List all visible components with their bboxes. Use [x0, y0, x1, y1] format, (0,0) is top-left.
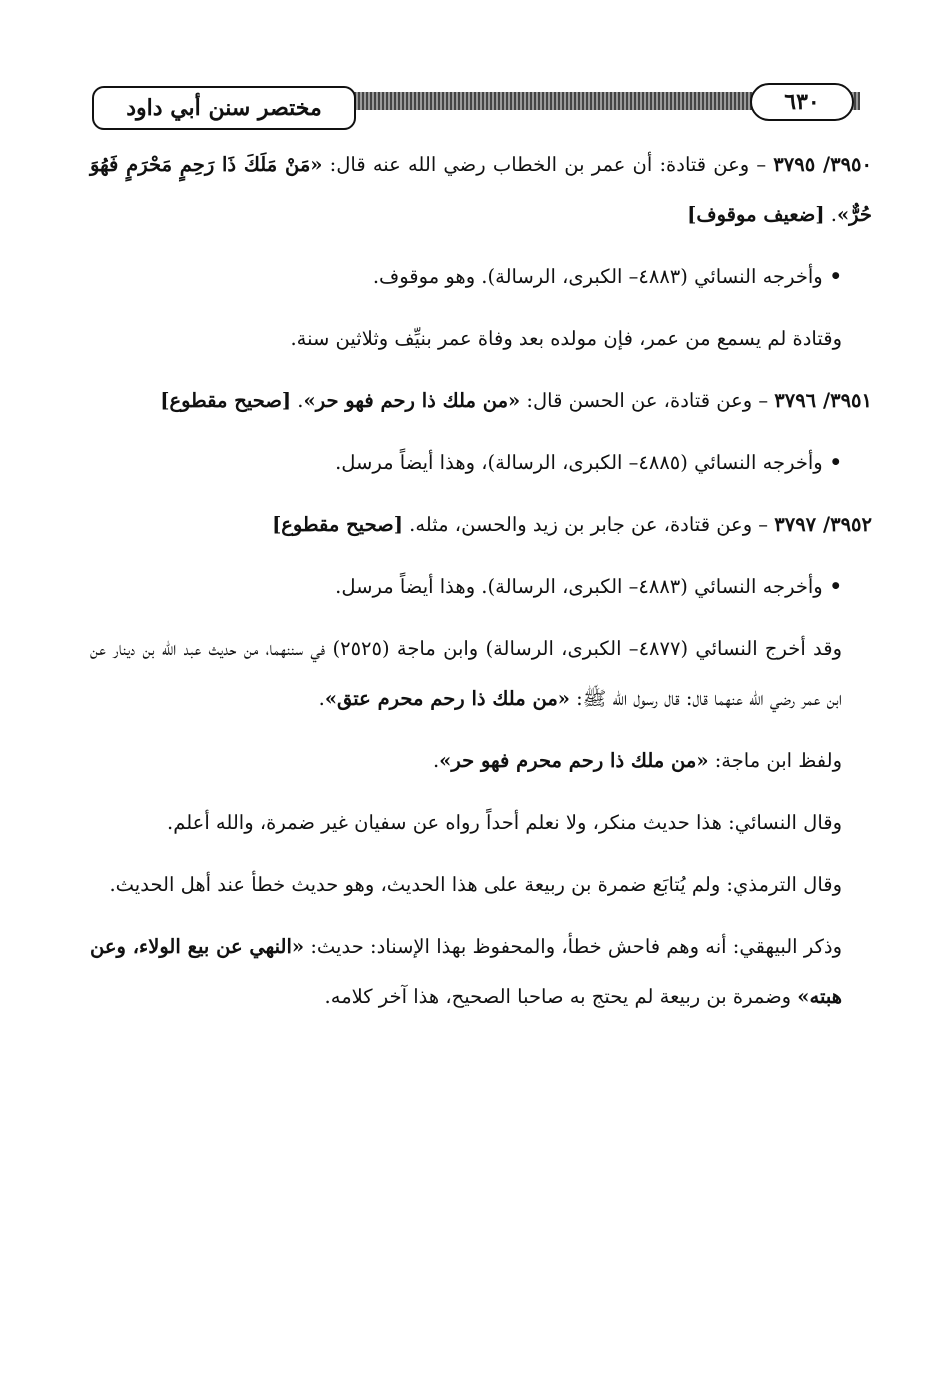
commentary-text: وقد أخرج النسائي (٤٨٧٧– الكبرى، الرسالة) وابن ماجة (٢٥٢٥) في سننهما، من حديث عبد الله بن دينار عن ابن عمر رضي الله عنهما قال: قال رسول الله ﷺ: [90, 637, 842, 710]
commentary-text: ولفظ ابن ماجة: [708, 749, 842, 772]
hadith-text-end: . [824, 203, 837, 226]
commentary-paragraph [90, 624, 872, 724]
page-number: ٦٣٠ [750, 83, 854, 121]
hadith-text: – وعن قتادة، عن الحسن قال: [520, 389, 775, 412]
hadith-3952 [90, 500, 872, 550]
book-title: مختصر سنن أبي داود [92, 86, 356, 130]
commentary-paragraph [90, 736, 872, 786]
page-body [90, 140, 872, 1034]
hadith-grade: [ضعيف موقوف] [687, 203, 825, 226]
hadith-grade: [صحيح مقطوع] [160, 389, 292, 412]
hadith-text-end: . [291, 389, 304, 412]
commentary-text-end: . [432, 749, 440, 772]
bullet-icon: • [822, 575, 842, 598]
page-header [90, 78, 865, 134]
hadith-3950 [90, 140, 872, 240]
hadith-quote: «من ملك ذا رحم محرم عتق» [324, 687, 570, 710]
hadith-3951 [90, 376, 872, 426]
hadith-quote: «مَنْ مَلَكَ ذَا رَحِمٍ مَحْرَمٍ فَهُوَ حُرٌّ» [90, 153, 872, 226]
hadith-number: ٣٩٥٢/ ٣٧٩٧ [774, 513, 872, 536]
commentary-text: وقال الترمذي: ولم يُتابَع ضمرة بن ربيعة على هذا الحديث، وهو حديث خطأ عند أهل الحديث. [109, 873, 842, 896]
note-text: وأخرجه النسائي (٤٨٨٣– الكبرى، الرسالة). وهو موقوف. [372, 265, 823, 288]
hadith-number: ٣٩٥١/ ٣٧٩٦ [774, 389, 872, 412]
commentary-text-end: . [318, 687, 325, 710]
bullet-icon: • [822, 451, 842, 474]
takhrij-note [90, 252, 872, 302]
hadith-text: – وعن قتادة: أن عمر بن الخطاب رضي الله عنه قال: [322, 153, 774, 176]
bullet-icon: • [822, 265, 842, 288]
commentary-paragraph [90, 860, 872, 910]
commentary-text: وقتادة لم يسمع من عمر، فإن مولده بعد وفاة عمر بنيِّف وثلاثين سنة. [290, 327, 842, 350]
note-text: وأخرجه النسائي (٤٨٨٥– الكبرى، الرسالة)، وهذا أيضاً مرسل. [335, 451, 823, 474]
hadith-text: – وعن قتادة، عن جابر بن زيد والحسن، مثله. [402, 513, 775, 536]
takhrij-note [90, 562, 872, 612]
hadith-quote: «النهي عن بيع الولاء، وعن هبته» [90, 935, 842, 1008]
commentary-paragraph [90, 314, 872, 364]
commentary-text: وقال النسائي: هذا حديث منكر، ولا نعلم أحداً رواه عن سفيان غير ضمرة، والله أعلم. [167, 811, 842, 834]
note-text: وأخرجه النسائي (٤٨٨٣– الكبرى، الرسالة). وهذا أيضاً مرسل. [335, 575, 823, 598]
commentary-text: وذكر البيهقي: أنه وهم فاحش خطأ، والمحفوظ بهذا الإسناد: حديث: [304, 935, 842, 958]
commentary-text-end: وضمرة بن ربيعة لم يحتج به صاحبا الصحيح، هذا آخر كلامه. [324, 985, 798, 1008]
hadith-quote: «من ملك ذا رحم محرم فهو حر» [439, 749, 709, 772]
commentary-paragraph [90, 798, 872, 848]
hadith-quote: «من ملك ذا رحم فهو حر» [303, 389, 521, 412]
hadith-grade: [صحيح مقطوع] [272, 513, 403, 536]
commentary-paragraph [90, 922, 872, 1022]
hadith-number: ٣٩٥٠/ ٣٧٩٥ [773, 153, 872, 176]
takhrij-note [90, 438, 872, 488]
